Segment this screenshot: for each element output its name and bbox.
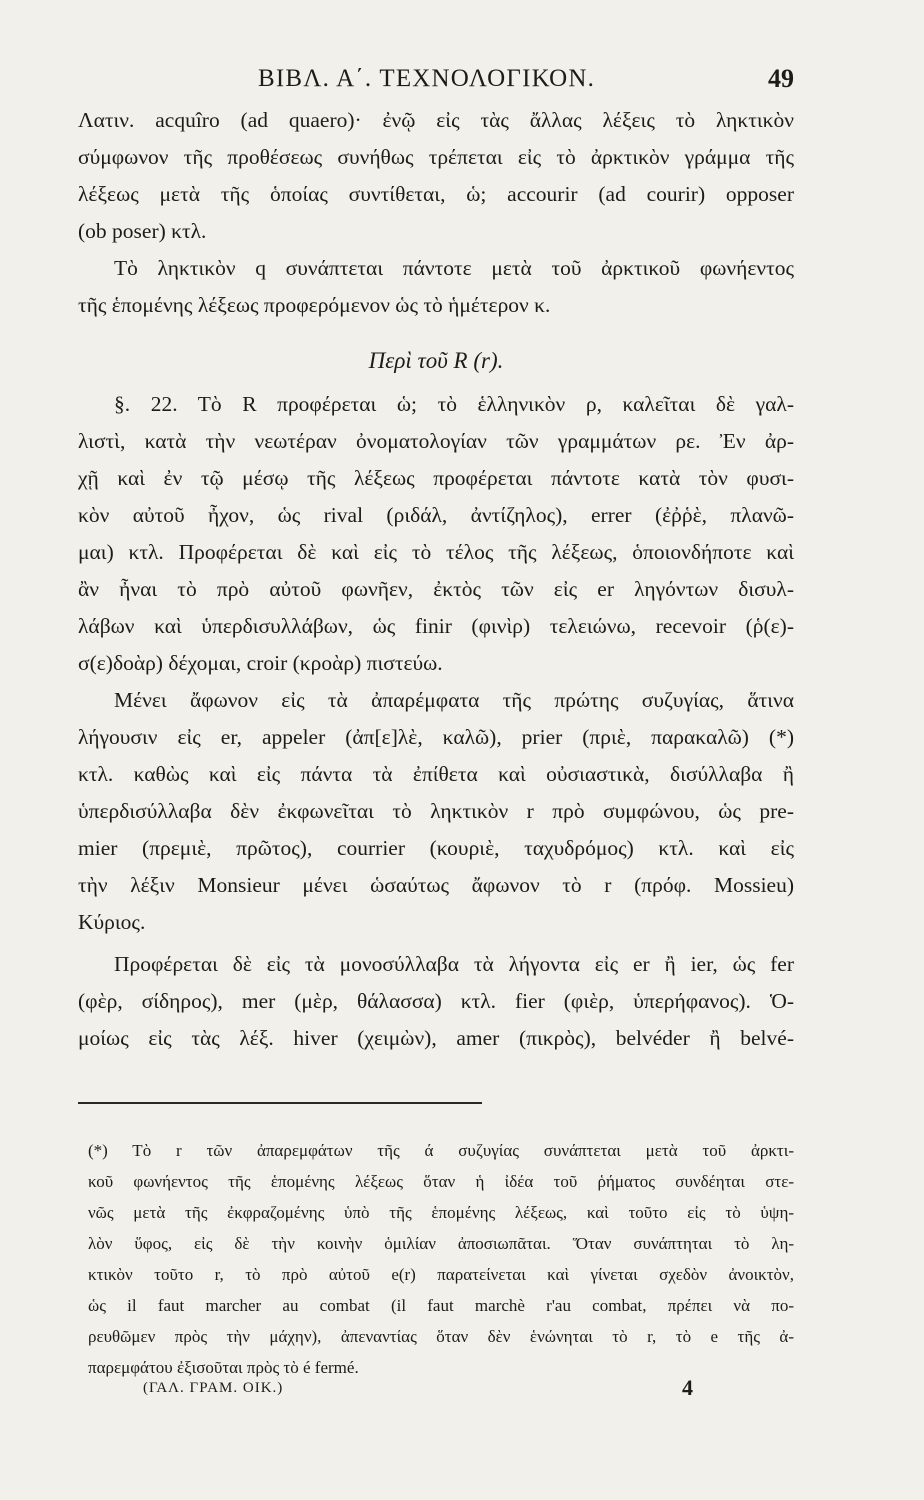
footnote [88,1135,794,1383]
text-line: ὑπερδισύλλαβα δὲν ἐκφωνεῖται τὸ ληκτικὸν r πρὸ συμφώνου, ὡς pre- [78,799,794,823]
text-line: (ob poser) κτλ. [78,219,207,243]
text-line: Κύριος. [78,910,146,934]
signature-mark: 4 [682,1375,693,1400]
text-line: λάβων καὶ ὑπερδισυλλάβων, ὡς finir (φινὶρ) τελειώνω, recevoir (ῥ(ε)- [78,614,794,638]
page-number: 49 [768,64,794,93]
text-line: Λατιν. acquîro (ad quaero)· ἐνῷ εἰς τὰς ἄλλας λέξεις τὸ ληκτικὸν [78,108,794,132]
section-heading: Περὶ τοῦ R (r). [368,348,504,373]
paragraph-1 [78,102,794,250]
footnote-line: νῶς μετὰ τῆς ἐκφραζομένης ὑπὸ τῆς ἑπομένης λέξεως, καὶ τοῦτο εἰς τὸ ὑψη- [88,1203,794,1222]
text-line: Μένει ἄφωνον εἰς τὰ ἀπαρέμφατα τῆς πρώτης συζυγίας, ἅτινα [114,688,794,712]
text-line: §. 22. Τὸ R προφέρεται ὡ; τὸ ἑλληνικὸν ρ, καλεῖται δὲ γαλ- [114,392,794,416]
footnote-line: παρεμφάτου ἐξισοῦται πρὸς τὸ é fermé. [88,1358,359,1377]
text-line: μαι) κτλ. Προφέρεται δὲ καὶ εἰς τὸ τέλος τῆς λέξεως, ὁποιονδήποτε καὶ [78,540,794,564]
text-line: σύμφωνον τῆς προθέσεως συνήθως τρέπεται εἰς τὸ ἀρκτικὸν γράμμα τῆς [78,145,794,169]
printer-signature [143,1373,693,1403]
text-line: mier (πρεμιὲ, πρῶτος), courrier (κουριὲ, ταχυδρόμος) κτλ. καὶ εἰς [78,836,794,860]
text-line: τῆς ἑπομένης λέξεως προφερόμενον ὡς τὸ ἡμέτερον κ. [78,293,551,317]
text-line: Προφέρεται δὲ εἰς τὰ μονοσύλλαβα τὰ λήγοντα εἰς er ἢ ier, ὡς fer [114,952,794,976]
footnote-line: κτικὸν τοῦτο r, τὸ πρὸ αὐτοῦ e(r) παρατείνεται καὶ γίνεται σχεδὸν ἀνοικτὸν, [88,1265,794,1284]
paragraph-5 [78,946,794,1057]
signature-text: (ΓΑΛ. ΓΡΑΜ. ΟΙΚ.) [143,1380,284,1396]
text-line: ἂν ἦναι τὸ πρὸ αὐτοῦ φωνῆεν, ἐκτὸς τῶν εἰς er ληγόντων δισυλ- [78,577,794,601]
text-line: λιστὶ, κατὰ τὴν νεωτέραν ὀνοματολογίαν τῶν γραμμάτων ρε. Ἐν ἀρ- [78,429,794,453]
footnote-line: κοῦ φωνήεντος τῆς ἑπομένης λέξεως ὅταν ἡ ἰδέα τοῦ ῥήματος συνδέηται στε- [88,1172,794,1191]
text-line: χῇ καὶ ἐν τῷ μέσῳ τῆς λέξεως προφέρεται πάντοτε κατὰ τὸν φυσι- [78,466,794,490]
text-line: κὸν αὐτοῦ ἦχον, ὡς rival (ριδάλ, ἀντίζηλος), errer (ἐῤῥὲ, πλανῶ- [78,503,794,527]
paragraph-4 [78,682,794,941]
text-line: λήγουσιν εἰς er, appeler (ἀπ[ε]λὲ, καλῶ), prier (πριὲ, παρακαλῶ) (*) [78,725,794,749]
text-line: τὴν λέξιν Monsieur μένει ὡσαύτως ἄφωνον τὸ r (πρόφ. Mossieu) [78,873,794,897]
footnote-line: ρευθῶμεν πρὸς τὴν μάχην), ἀπεναντίας ὅταν δὲν ἑνώνηται τὸ r, τὸ e τῆς ἀ- [88,1327,794,1346]
text-line: (φὲρ, σίδηρος), mer (μὲρ, θάλασσα) κτλ. fier (φιὲρ, ὑπερήφανος). Ὁ- [78,989,794,1013]
body-text [78,102,794,1057]
text-line: Τὸ ληκτικὸν q συνάπτεται πάντοτε μετὰ τοῦ ἀρκτικοῦ φωνήεντος [114,256,794,280]
footnote-line: ὡς il faut marcher au combat (il faut marchè r'au combat, πρέπει νὰ πο- [88,1296,794,1315]
paragraph-3 [78,386,794,682]
text-line: λέξεως μετὰ τῆς ὁποίας συντίθεται, ὡ; accourir (ad courir) opposer [78,182,794,206]
footnote-rule [78,1102,482,1104]
text-line: μοίως εἰς τὰς λέξ. hiver (χειμὼν), amer (πικρὸς), belvéder ἢ belvé- [78,1026,794,1050]
running-head [82,62,794,96]
running-title: ΒΙΒΛ. Α΄. ΤΕΧΝΟΛΟΓΙΚΟΝ. [258,65,596,92]
text-line: κτλ. καθὼς καὶ εἰς πάντα τὰ ἐπίθετα καὶ οὐσιαστικὰ, δισύλλαβα ἢ [78,762,794,786]
text-line: σ(ε)δοὰρ) δέχομαι, croir (κροὰρ) πιστεύω. [78,651,443,675]
paragraph-2 [78,250,794,324]
footnote-line: λὸν ὕφος, εἰς δὲ τὴν κοινὴν ὁμιλίαν ἀποσιωπᾶται. Ὅταν συνάπτηται τὸ λη- [88,1234,794,1253]
footnote-line: (*) Τὸ r τῶν ἀπαρεμφάτων τῆς ά συζυγίας συνάπτεται μετὰ τοῦ ἀρκτι- [88,1141,794,1160]
